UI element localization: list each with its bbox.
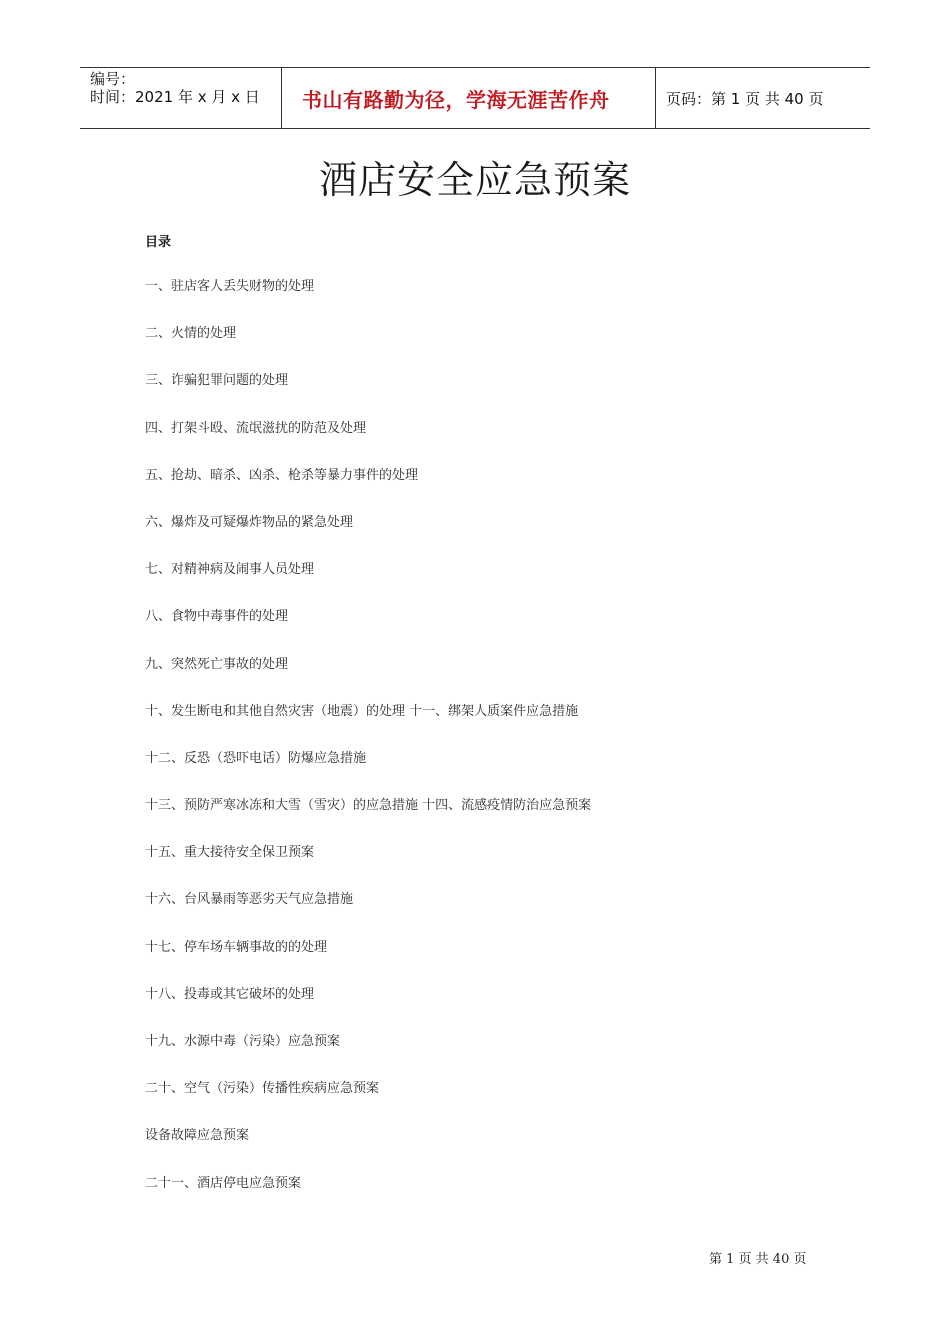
document-number-label: 编号： xyxy=(90,70,136,88)
toc-item: 十八、投毒或其它破坏的处理 xyxy=(145,986,315,1002)
document-date: 时间：2021 年 x 月 x 日 xyxy=(90,88,260,106)
toc-item: 十九、水源中毒（污染）应急预案 xyxy=(145,1034,341,1049)
toc-item: 五、抢劫、暗杀、凶杀、枪杀等暴力事件的处理 xyxy=(145,467,419,483)
toc-item: 十三、预防严寒冰冻和大雪（雪灾）的应急措施 十四、流感疫情防治应急预案 xyxy=(145,798,592,814)
toc-item: 十六、台风暴雨等恶劣天气应急措施 xyxy=(145,892,354,908)
toc-item: 八、食物中毒事件的处理 xyxy=(145,609,289,625)
toc-item: 七、对精神病及闹事人员处理 xyxy=(145,562,315,578)
toc-item: 十、发生断电和其他自然灾害（地震）的处理 十一、绑架人质案件应急措施 xyxy=(145,703,579,719)
header-motto: 书山有路勤为径，学海无涯苦作舟 xyxy=(282,68,656,128)
toc-item: 设备故障应急预案 xyxy=(145,1128,250,1144)
toc-item: 六、爆炸及可疑爆炸物品的紧急处理 xyxy=(145,514,354,530)
toc-item: 四、打架斗殴、流氓滋扰的防范及处理 xyxy=(145,420,367,436)
toc-item: 二十一、酒店停电应急预案 xyxy=(145,1175,302,1191)
toc-item: 一、驻店客人丢失财物的处理 xyxy=(145,279,315,294)
toc-item: 十五、重大接待安全保卫预案 xyxy=(145,845,315,861)
toc-heading: 目录 xyxy=(145,235,172,250)
header-page-info: 页码：第 1 页 共 40 页 xyxy=(666,89,824,108)
toc-item: 二、火情的处理 xyxy=(145,326,237,342)
page-footer: 第 1 页 共 40 页 xyxy=(709,1252,807,1267)
table-of-contents xyxy=(145,277,845,1221)
page-header xyxy=(80,67,870,129)
document-title: 酒店安全应急预案 xyxy=(318,158,631,202)
toc-item: 九、突然死亡事故的处理 xyxy=(145,656,289,672)
header-meta xyxy=(80,68,282,128)
toc-item: 十二、反恐（恐吓电话）防爆应急措施 xyxy=(145,750,367,766)
toc-item: 三、诈骗犯罪问题的处理 xyxy=(145,373,289,389)
toc-item: 十七、停车场车辆事故的的处理 xyxy=(145,939,328,955)
toc-item: 二十、空气（污染）传播性疾病应急预案 xyxy=(145,1081,380,1097)
